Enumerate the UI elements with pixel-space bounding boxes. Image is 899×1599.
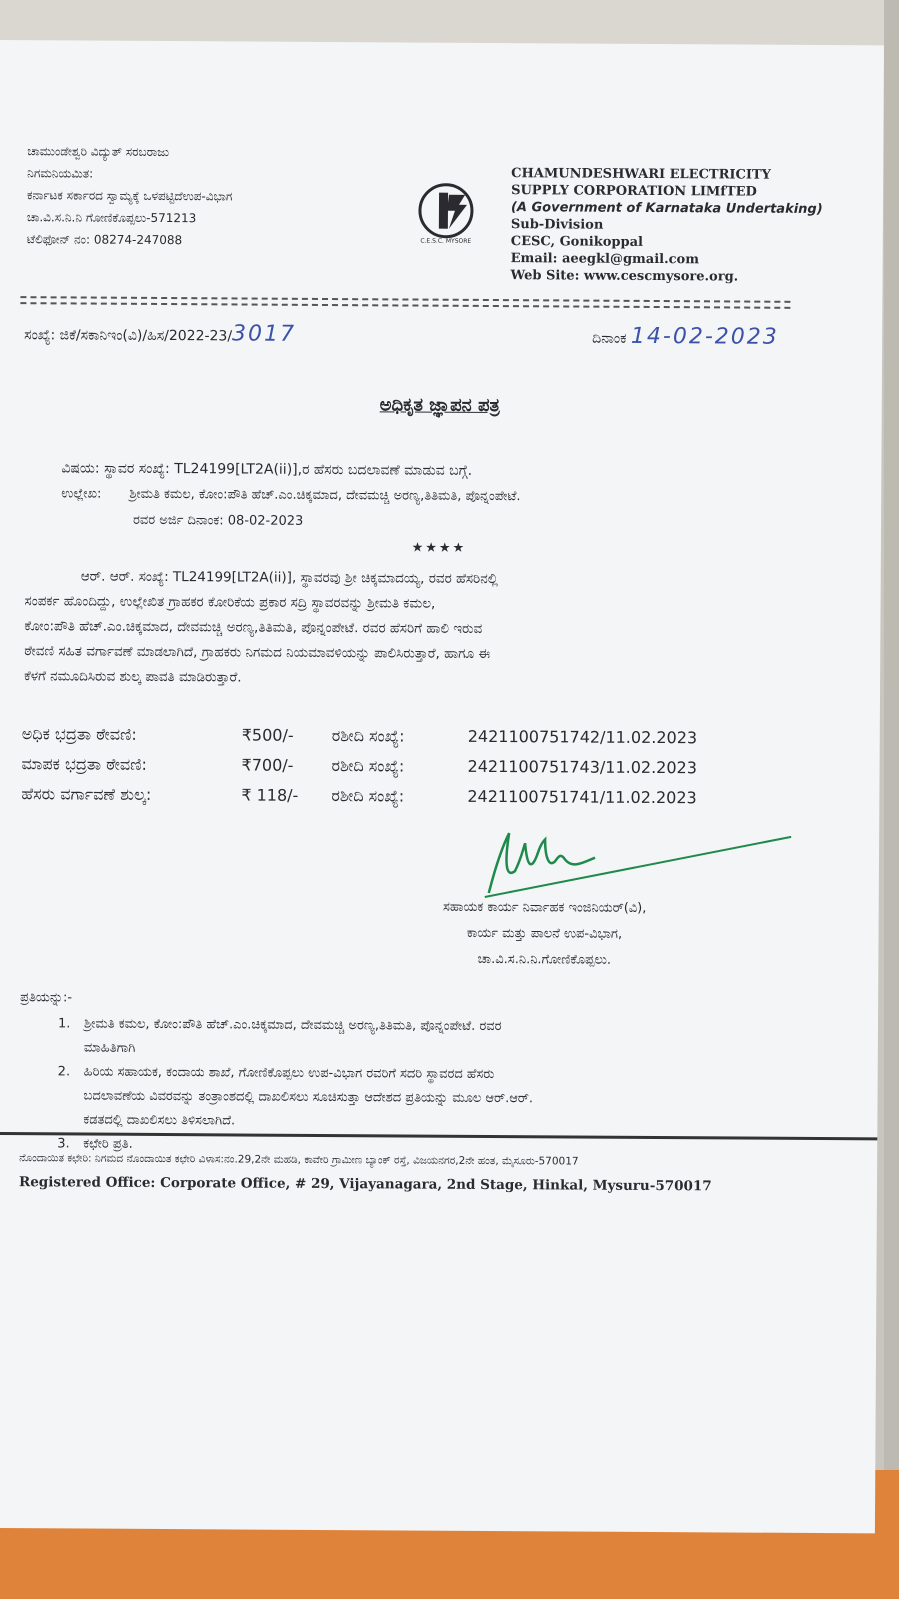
header-left-line: ಚಾ.ವಿ.ಸ.ನಿ.ನಿ ಗೋಣಿಕೊಪ್ಪಲು-571213 — [26, 210, 197, 226]
copy-line: ಬದಲಾವಣೆಯ ವಿವರವನ್ನು ತಂತ್ರಾಂಶದಲ್ಲಿ ದಾಖಲಿಸಲು ಸೂಚಿಸುತ್ತಾ ಆದೇಶದ ಪ್ರತಿಯನ್ನು ಮೂಲ ಆರ್.ಆರ್. — [83, 1088, 534, 1107]
copy-line: ಕಛೇರಿ ಪ್ರತಿ. — [83, 1136, 133, 1152]
divider — [20, 296, 790, 303]
logo-text: C.E.S.C. MYSORE — [420, 237, 472, 245]
footer-kannada: ನೊಂದಾಯಿತ ಕಛೇರಿ: ನಿಗಮದ ನೊಂದಾಯಿತ ಕಛೇರಿ ವಿಳಾಸ:ನಂ.29,2ನೇ ಮಹಡಿ, ಕಾವೇರಿ ಗ್ರಾಮೀಣ ಬ್ಯಾಂಕ್ ರಸ್ತೆ, ವಿಜಯನಗರ,2ನೇ ಹಂತ, ಮೈಸೂರು-570017 — [19, 1152, 579, 1168]
fee-row — [22, 724, 697, 748]
fee-row — [22, 754, 697, 778]
body-line: ಠೇವಣಿ ಸಹಿತ ವರ್ಗಾವಣೆ ಮಾಡಲಾಗಿದೆ, ಗ್ರಾಹಕರು ನಿಗಮದ ನಿಯಮಾವಳಿಯನ್ನು ಪಾಲಿಸಿರುತ್ತಾರೆ, ಹಾಗೂ ಈ — [24, 643, 491, 663]
header-left-line: ನಿಗಮನಿಯಮಿತ: — [27, 166, 94, 181]
subject — [61, 460, 472, 479]
receipt-label: ರಶೀದಿ ಸಂಖ್ಯೆ: — [331, 786, 405, 806]
copy-number: 1. — [57, 1016, 71, 1032]
reference-date: ರವರ ಅರ್ಜಿ ದಿನಾಂಕ: 08-02-2023 — [133, 512, 304, 529]
copy-line: ಶ್ರೀಮತಿ ಕಮಲ, ಕೋಂ:ಪೌತಿ ಹೆಚ್.ಎಂ.ಚಿಕ್ಕಮಾದ, ದೇವಮಚ್ಚಿ ಅರಣ್ಯ,ತಿತಿಮತಿ, ಪೊನ್ನಂಪೇಟೆ. ರವರ — [83, 1016, 502, 1035]
reference-text: ಶ್ರೀಮತಿ ಕಮಲ, ಕೋಂ:ಪೌತಿ ಹೆಚ್.ಎಂ.ಚಿಕ್ಕಮಾದ, ದೇವಮಚ್ಚಿ ಅರಣ್ಯ,ತಿತಿಮತಿ, ಪೊನ್ನಂಪೇಟೆ. — [129, 486, 521, 505]
signatory-office: ಚಾ.ವಿ.ಸ.ನಿ.ನಿ.ಗೋಣಿಕೊಪ್ಪಲು. — [477, 951, 612, 968]
header-right-line: SUPPLY CORPORATION LIMfTED — [511, 183, 757, 200]
date-handwritten: 14-02-2023 — [630, 323, 779, 350]
receipt-number: 2421100751741/11.02.2023 — [467, 786, 697, 808]
fee-label: ಮಾಪಕ ಭದ್ರತಾ ಠೇವಣಿ: — [21, 754, 147, 774]
header-left-line: ಕರ್ನಾಟಕ ಸರ್ಕಾರದ ಸ್ವಾಮ್ಯಕ್ಕೆ ಒಳಪಟ್ಟಿದೆಉಪ-ವಿಭಾಗ — [27, 188, 233, 204]
divider — [20, 302, 790, 309]
footer-english: Registered Office: Corporate Office, # 29, Vijayanagara, 2nd Stage, Hinkal, Mysuru-570017 — [18, 1174, 712, 1195]
header-right-line: (A Government of Karnataka Undertaking) — [510, 200, 823, 218]
fee-amount: ₹500/- — [241, 725, 294, 745]
background-right — [884, 0, 899, 1599]
fee-amount: ₹700/- — [241, 755, 294, 775]
reference-number-prefix: ಸಂಖ್ಯೆ: ಜಿಕೆ/ಸಕಾನಿಇಂ(ವಿ)/ಹಿಸ/2022-23/ — [24, 327, 233, 345]
header-right — [511, 165, 884, 286]
letter-date — [592, 324, 779, 350]
reference-number — [24, 320, 296, 347]
body-line: ಆರ್. ಆರ್. ಸಂಖ್ಯೆ: TL24199[LT2A(ii)], ಸ್ಥಾವರವು ಶ್ರೀ ಚಿಕ್ಕಮಾದಯ್ಯ, ರವರ ಹೆಸರಿನಲ್ಲಿ — [80, 568, 498, 588]
signatory-title: ಸಹಾಯಕ ಕಾರ್ಯ ನಿರ್ವಾಹಕ ಇಂಜಿನಿಯರ್(ವಿ), — [442, 899, 647, 916]
body-line: ಸಂಪರ್ಕ ಹೊಂದಿದ್ದು, ಉಲ್ಲೇಖಿತ ಗ್ರಾಹಕರ ಕೋರಿಕೆಯ ಪ್ರಕಾರ ಸದ್ರಿ ಸ್ಥಾವರವನ್ನು ಶ್ರೀಮತಿ ಕಮಲ, — [24, 593, 436, 612]
receipt-number: 242110075174​2/11.02.2023 — [467, 726, 698, 748]
reference-line — [61, 486, 520, 504]
body-line: ಕೋಂ:ಪೌತಿ ಹೆಚ್.ಎಂ.ಚಿಕ್ಕಮಾದ, ದೇವಮಚ್ಚಿ ಅರಣ್ಯ,ತಿತಿಮತಿ, ಪೊನ್ನಂಪೇಟೆ. ರವರ ಹೆಸರಿಗೆ ಹಾಲಿ ಇರುವ — [24, 618, 483, 637]
fee-label: ಅಧಿಕ ಭದ್ರತಾ ಠೇವಣಿ: — [21, 724, 137, 744]
receipt-label: ರಶೀದಿ ಸಂಖ್ಯೆ: — [331, 756, 405, 776]
receipt-label: ರಶೀದಿ ಸಂಖ್ಯೆ: — [331, 726, 405, 746]
header-website[interactable]: Web Site: www.cescmysore.org. — [510, 268, 739, 285]
body-line: ಕೆಳಗೆ ನಮೂದಿಸಿರುವ ಶುಲ್ಕ ಪಾವತಿ ಮಾಡಿರುತ್ತಾರೆ. — [24, 668, 242, 686]
header-email[interactable]: Email: aeegkl@gmail.com — [510, 251, 700, 268]
subject-label: ವಿಷಯ: — [61, 460, 100, 477]
copy-line: ಕಡತದಲ್ಲಿ ದಾಖಲಿಸಲು ತಿಳಿಸಲಾಗಿದೆ. — [83, 1112, 236, 1129]
body-paragraph — [24, 564, 805, 694]
header-right-line: CHAMUNDESHWARI ELECTRICITY — [511, 166, 771, 183]
reference-number-handwritten: 3017 — [232, 321, 297, 347]
letter-paper — [0, 40, 884, 1533]
header-left-line: ಟೆಲಿಫೋನ್ ನಂ: 08274-247088 — [26, 232, 183, 248]
header-left-line: ಚಾಮುಂಡೇಶ್ವರಿ ವಿದ್ಯುತ್ ಸರಬರಾಜು — [27, 144, 170, 160]
signatory-division: ಕಾರ್ಯ ಮತ್ತು ಪಾಲನೆ ಉಪ-ವಿಭಾಗ, — [466, 925, 623, 942]
header-left — [27, 140, 408, 252]
header-right-line: CESC, Gonikoppal — [510, 234, 644, 250]
copy-item — [57, 1060, 827, 1137]
date-label: ದಿನಾಂಕ — [592, 330, 627, 347]
copy-item — [58, 1012, 828, 1065]
fee-label: ಹೆಸರು ವರ್ಗಾವಣೆ ಶುಲ್ಕ: — [21, 784, 152, 804]
fee-amount: ₹ 118/- — [241, 785, 299, 805]
reference-label: ಉಲ್ಲೇಖ: — [61, 486, 102, 502]
copy-line: ಮಾಹಿತಿಗಾಗಿ — [83, 1040, 136, 1056]
stars-separator: ★★★★ — [411, 540, 467, 556]
fee-row — [21, 784, 696, 808]
page-title: ಅಧಿಕೃತ ಜ್ಞಾಪನ ಪತ್ರ — [379, 394, 500, 417]
subject-text: ಸ್ಥಾವರ ಸಂಖ್ಯೆ: TL24199[LT2A(ii)],ರ ಹೆಸರು ಬದಲಾವಣೆ ಮಾಡುವ ಬಗ್ಗೆ. — [104, 460, 473, 479]
copies-label: ಪ್ರತಿಯನ್ನು:- — [20, 990, 73, 1006]
cesc-logo — [409, 179, 483, 245]
receipt-number: 2421100751743/11.02.2023 — [467, 756, 697, 778]
signature-block — [354, 894, 734, 974]
copy-number: 3. — [57, 1136, 70, 1152]
copy-number: 2. — [57, 1064, 71, 1080]
copy-line: ಹಿರಿಯ ಸಹಾಯಕ, ಕಂದಾಯ ಶಾಖೆ, ಗೋಣಿಕೊಪ್ಪಲು ಉಪ-ವಿಭಾಗ ರವರಿಗೆ ಸದರಿ ಸ್ಥಾವರದ ಹೆಸರು — [83, 1064, 495, 1083]
header-right-line: Sub-Division — [510, 217, 604, 233]
